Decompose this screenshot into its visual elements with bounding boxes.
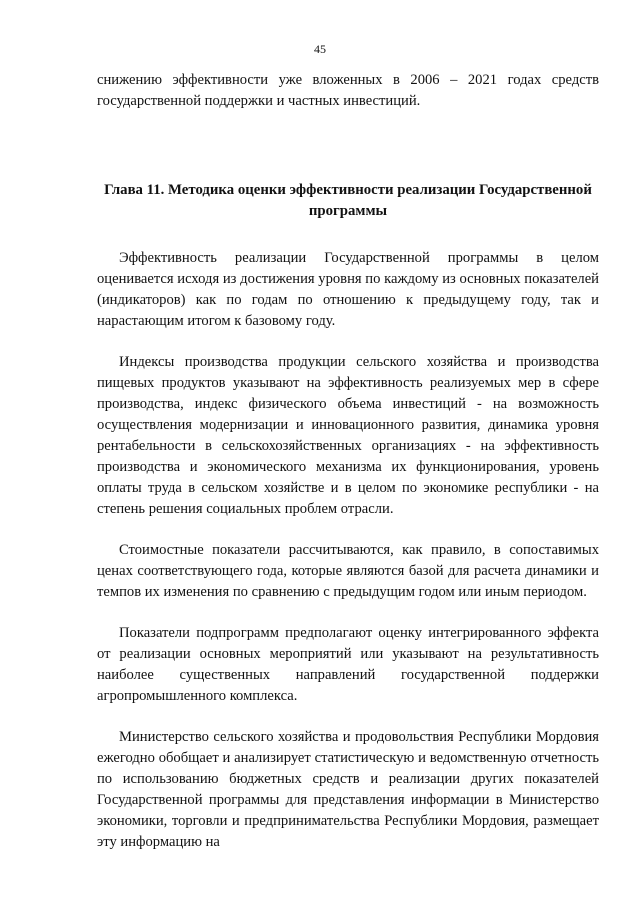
paragraph-1: Эффективность реализации Государственной программы в целом оценивается исходя из достижения уровня по каждому из основных показателей (индикаторов) как по годам по отношению к предыдущему году, так и нарастающим итогом к базовому году. [97,250,599,329]
body-text [97,248,599,873]
paragraph-4: Показатели подпрограмм предполагают оценку интегрированного эффекта от реализации основных мероприятий или указывают на результативность наиболее существенных направлений государственной поддержки агропромышленного комплекса. [97,625,599,704]
paragraph-2: Индексы производства продукции сельского хозяйства и производства пищевых продуктов указывают на эффективность реализуемых мер в сфере производства, индекс физического объема инвестиций - на возможность осуществления модернизации и инновационного развития, динамика уровня рентабельности в сельскохозяйственных организациях - на эффективность производства и экономического механизма их функционирования, уровень оплаты труда в сельском хозяйстве и в целом по экономике республики - на степень решения социальных проблем отрасли. [97,354,599,517]
intro-paragraph: снижению эффективности уже вложенных в 2006 – 2021 годах средств государственной поддержки и частных инвестиций. [97,72,599,109]
page-number: 45 [314,42,326,56]
paragraph-5: Министерство сельского хозяйства и продовольствия Республики Мордовия ежегодно обобщает и анализирует статистическую и ведомственную отчетность по использованию бюджетных средств и реализации других показателей Государственной программы для представления информации в Министерство экономики, торговли и предпринимательства Республики Мордовия, размещает эту информацию на [97,729,599,850]
paragraph-3: Стоимостные показатели рассчитываются, как правило, в сопоставимых ценах соответствующего года, которые являются базой для расчета динамики и темпов их изменения по сравнению с предыдущим годом или иным периодом. [97,542,599,600]
chapter-heading: Глава 11. Методика оценки эффективности реализации Государственной программы [104,182,592,219]
